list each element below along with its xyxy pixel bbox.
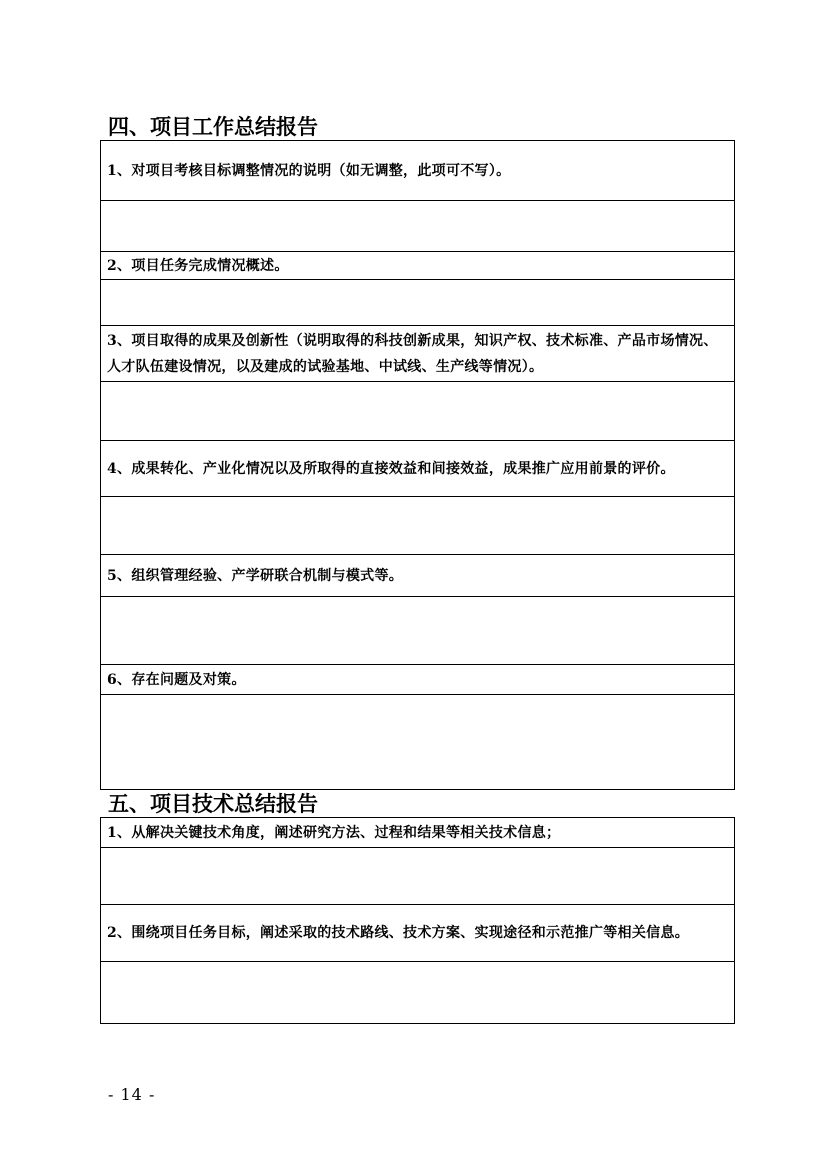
- prompt-task-completion: 2、项目任务完成情况概述。: [101, 252, 735, 280]
- answer-field-achievements-innovation[interactable]: [101, 382, 735, 441]
- technical-summary-table: [100, 817, 735, 1024]
- work-summary-table: [100, 140, 735, 790]
- answer-field-task-completion[interactable]: [101, 280, 735, 326]
- prompt-adjustment-explanation: 1、对项目考核目标调整情况的说明（如无调整，此项可不写）。: [101, 141, 735, 201]
- prompt-key-technology: 1、从解决关键技术角度，阐述研究方法、过程和结果等相关技术信息；: [101, 818, 735, 848]
- section-4-title: 四、项目工作总结报告: [108, 114, 318, 139]
- prompt-management-experience: 5、组织管理经验、产学研联合机制与模式等。: [101, 555, 735, 597]
- answer-field-key-technology[interactable]: [101, 848, 735, 905]
- prompt-technical-route: 2、围绕项目任务目标，阐述采取的技术路线、技术方案、实现途径和示范推广等相关信息。: [101, 905, 735, 962]
- answer-field-management-experience[interactable]: [101, 597, 735, 665]
- prompt-commercialization-benefits: 4、成果转化、产业化情况以及所取得的直接效益和间接效益，成果推广应用前景的评价。: [101, 441, 735, 497]
- prompt-problems-countermeasures: 6、存在问题及对策。: [101, 665, 735, 695]
- page-number: - 14 -: [108, 1085, 156, 1104]
- section-5-title: 五、项目技术总结报告: [108, 791, 318, 816]
- prompt-achievements-innovation: 3、项目取得的成果及创新性（说明取得的科技创新成果，知识产权、技术标准、产品市场情况、人才队伍建设情况，以及建成的试验基地、中试线、生产线等情况）。: [101, 326, 735, 382]
- answer-field-commercialization-benefits[interactable]: [101, 497, 735, 555]
- answer-field-problems-countermeasures[interactable]: [101, 695, 735, 790]
- answer-field-technical-route[interactable]: [101, 962, 735, 1024]
- answer-field-adjustment-explanation[interactable]: [101, 201, 735, 252]
